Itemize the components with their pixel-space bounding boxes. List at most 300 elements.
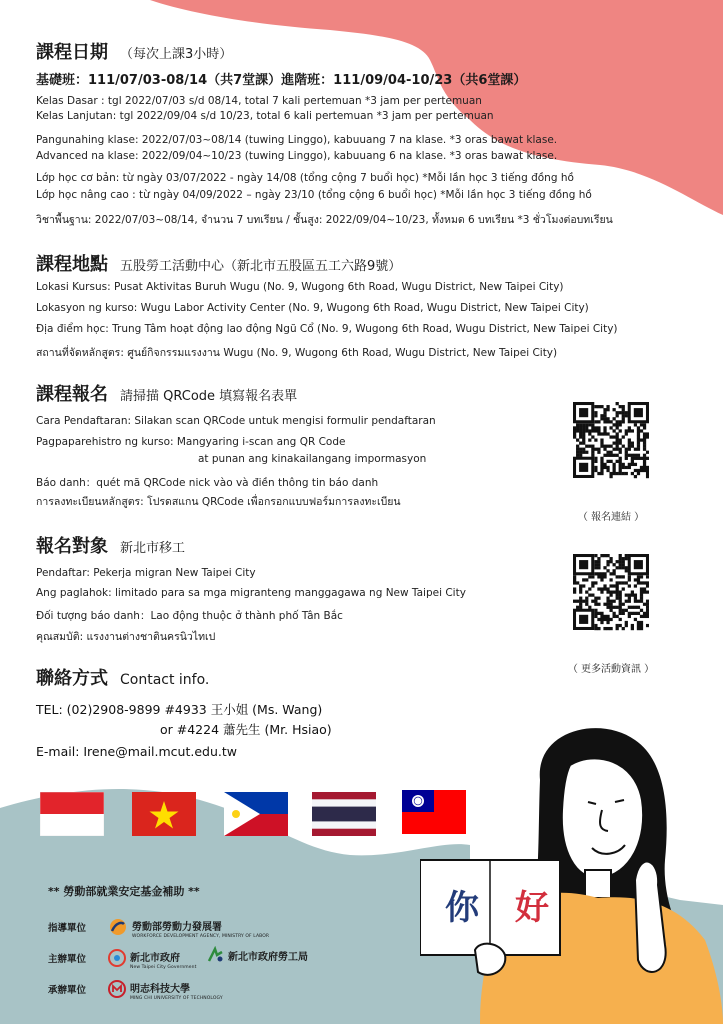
registration-heading: [36, 380, 297, 406]
qr-module: [643, 581, 646, 584]
qr-module: [646, 584, 649, 587]
qr-module: [579, 426, 582, 429]
qr-module: [603, 454, 606, 457]
qr-module: [579, 429, 582, 432]
qr-module: [606, 627, 609, 630]
qr-code-image[interactable]: [573, 402, 649, 502]
qr-module: [637, 426, 640, 429]
qr-module: [591, 575, 594, 578]
qr-module: [631, 463, 634, 466]
qr-module: [582, 578, 585, 581]
qr-module: [606, 618, 609, 621]
greeting-char-2: 好: [515, 888, 549, 928]
qr-module: [603, 466, 606, 469]
qr-module: [619, 581, 622, 584]
qr-module: [606, 563, 609, 566]
qr-module: [600, 590, 603, 593]
contact-email[interactable]: E-mail: Irene@mail.mcut.edu.tw: [36, 744, 237, 759]
qr-module: [588, 432, 591, 435]
qr-module: [622, 575, 625, 578]
qr-module: [591, 594, 594, 597]
host-org-2: [206, 946, 308, 964]
qr-module: [613, 606, 616, 609]
registration-title: 課程報名: [36, 384, 108, 405]
qr-module: [637, 469, 640, 472]
location-heading: [36, 250, 401, 276]
qr-module: [594, 566, 597, 569]
qr-module: [600, 618, 603, 621]
qr-module: [637, 624, 640, 627]
schedule-line: Kelas Dasar : tgl 2022/07/03 s/d 08/14, total 7 kali pertemuan *3 jam per pertemuan: [36, 95, 482, 107]
qr-module: [597, 405, 600, 408]
registration-subtitle: 請掃描 QRCode 填寫報名表單: [120, 389, 298, 404]
qr-module: [634, 612, 637, 615]
qr-module: [585, 590, 588, 593]
qr-module: [588, 587, 591, 590]
qr-module: [573, 581, 576, 584]
qr-module: [625, 411, 628, 414]
qr-module: [597, 566, 600, 569]
qr-module: [594, 414, 597, 417]
qr-module: [600, 442, 603, 445]
qr-module: [609, 420, 612, 423]
qr-module: [628, 594, 631, 597]
qr-module: [643, 432, 646, 435]
qr-module: [646, 466, 649, 469]
qr-module: [600, 438, 603, 441]
qr-module: [643, 438, 646, 441]
qr-module: [600, 414, 603, 417]
qr-module: [600, 587, 603, 590]
qr-module: [588, 445, 591, 448]
qr-module: [628, 575, 631, 578]
host-label: 主辦單位: [48, 954, 87, 965]
qr-module: [616, 597, 619, 600]
vietnam-flag-icon: [132, 792, 196, 836]
location-line: สถานที่จัดหลักสูตร: ศูนย์กิจกรรมแรงงาน Wugu (No. 9, Wugong 6th Road, Wugu District, New Taipei City): [36, 347, 558, 359]
qr-module: [631, 429, 634, 432]
qr-module: [646, 472, 649, 475]
qr-module: [600, 612, 603, 615]
qr-module: [625, 414, 628, 417]
qr-module: [594, 429, 597, 432]
qr-module: [597, 563, 600, 566]
qr-module: [646, 615, 649, 618]
qr-module: [579, 606, 582, 609]
qr-module: [603, 615, 606, 618]
qr-module: [628, 606, 631, 609]
qr-module: [606, 451, 609, 454]
qr-module: [643, 463, 646, 466]
qr-module: [573, 575, 576, 578]
qr-module: [637, 438, 640, 441]
qr-module: [600, 575, 603, 578]
qr-module: [631, 594, 634, 597]
qr-module: [628, 448, 631, 451]
qr-module: [622, 420, 625, 423]
qr-module: [619, 557, 622, 560]
qr-module: [600, 417, 603, 420]
qr-module: [619, 566, 622, 569]
qr-module: [603, 417, 606, 420]
qr-module: [603, 420, 606, 423]
qr-module: [576, 600, 579, 603]
qr-module: [646, 432, 649, 435]
qr-module: [609, 451, 612, 454]
qr-module: [643, 423, 646, 426]
qr-module: [613, 417, 616, 420]
qr-module: [579, 435, 582, 438]
qr-module: [609, 584, 612, 587]
qr-module: [588, 438, 591, 441]
qr-module: [616, 590, 619, 593]
registration-line: at punan ang kinakailangang impormasyon: [198, 453, 427, 465]
qr-module: [631, 472, 634, 475]
qr-module: [582, 438, 585, 441]
qr-module: [616, 420, 619, 423]
location-subtitle: 五股勞工活動中心（新北市五股區五工六路9號）: [120, 259, 402, 274]
indonesia-flag-icon: [40, 792, 104, 836]
qr-module: [634, 454, 637, 457]
qr-finder-pattern: [634, 408, 643, 417]
host-org-1-name: 新北市政府: [130, 953, 180, 964]
qr-module: [625, 451, 628, 454]
qr-module: [582, 432, 585, 435]
qr-module: [619, 423, 622, 426]
qr-module: [619, 594, 622, 597]
qr-module: [631, 445, 634, 448]
funding-note: ** 勞動部就業安定基金補助 **: [48, 885, 200, 898]
qr-module: [640, 429, 643, 432]
qr-module: [609, 618, 612, 621]
qr-module: [637, 454, 640, 457]
qr-module: [622, 466, 625, 469]
qr-module: [576, 454, 579, 457]
qr-module: [640, 423, 643, 426]
info-qr-code[interactable]: [567, 554, 655, 675]
qr-code-image[interactable]: [573, 554, 649, 654]
qr-module: [579, 590, 582, 593]
qr-module: [643, 454, 646, 457]
qr-module: [628, 454, 631, 457]
qr-module: [594, 563, 597, 566]
qr-module: [622, 612, 625, 615]
qr-module: [609, 603, 612, 606]
qr-module: [606, 600, 609, 603]
qr-module: [625, 581, 628, 584]
registration-line: Báo danh：quét mã QRCode nick vào và điền thông tin báo danh: [36, 477, 379, 489]
qr-module: [628, 463, 631, 466]
qr-module: [625, 600, 628, 603]
qr-module: [579, 600, 582, 603]
qr-module: [609, 472, 612, 475]
qr-module: [637, 612, 640, 615]
qr-module: [619, 603, 622, 606]
schedule-line: วิชาพื้นฐาน: 2022/07/03~08/14, จำนวน 7 บทเรียน / ชั้นสูง: 2022/09/04~10/23, ทั้งหมด 6 บทเรียน *3 ชั่วโมงต่อบทเรียน: [36, 214, 613, 226]
contact-heading: [36, 664, 209, 690]
qr-module: [613, 612, 616, 615]
qr-module: [631, 460, 634, 463]
qr-module: [622, 405, 625, 408]
qr-module: [594, 612, 597, 615]
qr-module: [625, 624, 628, 627]
qr-module: [619, 429, 622, 432]
qr-module: [585, 451, 588, 454]
qr-module: [628, 578, 631, 581]
qr-module: [597, 597, 600, 600]
qr-module: [591, 584, 594, 587]
qr-module: [603, 554, 606, 557]
qr-module: [600, 472, 603, 475]
qr-module: [600, 578, 603, 581]
qr-module: [600, 615, 603, 618]
qr-module: [634, 597, 637, 600]
qr-module: [591, 445, 594, 448]
qr-module: [606, 460, 609, 463]
qr-module: [640, 597, 643, 600]
qr-module: [622, 463, 625, 466]
qr-module: [616, 587, 619, 590]
host-org-1: [108, 946, 196, 970]
person-illustration: [420, 710, 723, 1024]
qr-module: [606, 405, 609, 408]
qr-module: [619, 405, 622, 408]
qr-module: [613, 435, 616, 438]
thailand-flag-icon: [312, 792, 376, 836]
qr-module: [634, 457, 637, 460]
qr-module: [634, 594, 637, 597]
qr-module: [631, 627, 634, 630]
qr-module: [591, 454, 594, 457]
labor-bureau-logo-icon: [206, 946, 224, 964]
qr-module: [594, 581, 597, 584]
qr-module: [600, 445, 603, 448]
qr-module: [640, 609, 643, 612]
qr-module: [573, 432, 576, 435]
wda-logo-icon: [108, 918, 128, 936]
qr-module: [640, 590, 643, 593]
qr-module: [643, 615, 646, 618]
qr-module: [637, 448, 640, 451]
qr-module: [594, 420, 597, 423]
qr-module: [628, 600, 631, 603]
qr-module: [603, 584, 606, 587]
qr-module: [619, 563, 622, 566]
qr-module: [640, 469, 643, 472]
location-line: Lokasi Kursus: Pusat Aktivitas Buruh Wugu (No. 9, Wugong 6th Road, Wugu District, New Taipei City): [36, 281, 564, 293]
qr-module: [606, 432, 609, 435]
qr-module: [603, 411, 606, 414]
qr-module: [628, 615, 631, 618]
qr-module: [622, 563, 625, 566]
qr-module: [619, 469, 622, 472]
qr-module: [616, 426, 619, 429]
qr-module: [619, 463, 622, 466]
qr-module: [625, 569, 628, 572]
qr-module: [594, 560, 597, 563]
qr-module: [619, 448, 622, 451]
qr-module: [616, 594, 619, 597]
qr-module: [634, 423, 637, 426]
qr-module: [609, 578, 612, 581]
qr-module: [600, 463, 603, 466]
qr-module: [597, 618, 600, 621]
qr-module: [613, 472, 616, 475]
qr-finder-pattern: [579, 560, 588, 569]
contact-title: 聯絡方式: [36, 668, 108, 689]
qr-module: [628, 445, 631, 448]
qr-module: [622, 603, 625, 606]
qr-module: [640, 587, 643, 590]
qr-module: [625, 594, 628, 597]
qr-module: [603, 426, 606, 429]
qr-module: [634, 600, 637, 603]
qr-module: [606, 590, 609, 593]
qr-module: [625, 609, 628, 612]
qr-module: [606, 454, 609, 457]
qr-module: [631, 624, 634, 627]
qr-module: [597, 572, 600, 575]
qr-module: [603, 575, 606, 578]
qr-module: [616, 584, 619, 587]
qr-module: [576, 429, 579, 432]
qr-module: [597, 448, 600, 451]
qr-module: [616, 435, 619, 438]
qr-module: [576, 581, 579, 584]
greeting-char-1: 你: [445, 888, 479, 928]
qr-module: [594, 624, 597, 627]
registration-qr-code[interactable]: [573, 402, 649, 523]
qr-module: [603, 429, 606, 432]
qr-module: [600, 621, 603, 624]
qr-module: [613, 584, 616, 587]
qr-finder-pattern: [579, 408, 588, 417]
organizer-org: [108, 977, 223, 1001]
qr-module: [619, 560, 622, 563]
qr-module: [634, 578, 637, 581]
schedule-heading: [36, 38, 232, 64]
qr-module: [609, 454, 612, 457]
qr-module: [625, 621, 628, 624]
qr-module: [594, 405, 597, 408]
qr-module: [622, 414, 625, 417]
qr-module: [613, 466, 616, 469]
qr-module: [625, 448, 628, 451]
registration-line: การลงทะเบียนหลักสูตร: โปรดสแกน QRCode เพื่อกรอกแบบฟอร์มการลงทะเบียน: [36, 496, 401, 508]
qr-module: [613, 423, 616, 426]
qr-module: [585, 423, 588, 426]
qr-module: [613, 572, 616, 575]
qr-module: [582, 584, 585, 587]
qr-module: [597, 420, 600, 423]
qr-module: [616, 606, 619, 609]
qr-module: [619, 590, 622, 593]
qr-finder-pattern: [579, 463, 588, 472]
qr-module: [643, 587, 646, 590]
qr-module: [640, 438, 643, 441]
qr-module: [628, 438, 631, 441]
qr-module: [588, 594, 591, 597]
qr-module: [606, 606, 609, 609]
qr-module: [637, 429, 640, 432]
qr-module: [622, 445, 625, 448]
qr-module: [619, 624, 622, 627]
qr-module: [600, 554, 603, 557]
qr-module: [637, 575, 640, 578]
qr-module: [609, 609, 612, 612]
qr-module: [637, 442, 640, 445]
qr-module: [591, 423, 594, 426]
qr-module: [640, 615, 643, 618]
qr-module: [619, 466, 622, 469]
qr-module: [619, 457, 622, 460]
organizer-org-name: 明志科技大學: [130, 984, 190, 995]
qr-module: [622, 560, 625, 563]
qr-module: [573, 429, 576, 432]
location-title: 課程地點: [36, 254, 108, 275]
mcut-logo-icon: [108, 980, 126, 998]
qr-module: [579, 432, 582, 435]
qr-module: [606, 560, 609, 563]
qr-finder-pattern: [634, 560, 643, 569]
qr-module: [573, 587, 576, 590]
qr-module: [585, 603, 588, 606]
qr-module: [582, 442, 585, 445]
qr-module: [622, 408, 625, 411]
qr-module: [634, 618, 637, 621]
schedule-summary: 基礎班：111/07/03-08/14（共7堂課）進階班：111/09/04-10/23（共6堂課）: [36, 73, 527, 88]
qr-module: [597, 557, 600, 560]
qr-module: [622, 557, 625, 560]
qr-module: [616, 460, 619, 463]
qr-module: [634, 584, 637, 587]
target-line: Ang paglahok: limitado para sa mga migranteng manggagawa ng New Taipei City: [36, 587, 466, 599]
schedule-line: Lớp học nâng cao : từ ngày 04/09/2022 – ngày 23/10 (tổng cộng 6 buổi học) *Mỗi lần học 3 tiếng đồng hồ: [36, 189, 592, 201]
qr-module: [619, 554, 622, 557]
qr-module: [594, 603, 597, 606]
qr-module: [606, 466, 609, 469]
qr-module: [600, 457, 603, 460]
qr-module: [576, 606, 579, 609]
qr-module: [603, 408, 606, 411]
qr-module: [579, 587, 582, 590]
qr-module: [613, 429, 616, 432]
qr-module: [643, 445, 646, 448]
qr-module: [594, 609, 597, 612]
qr-module: [628, 584, 631, 587]
qr-module: [637, 472, 640, 475]
qr-module: [643, 426, 646, 429]
qr-module: [631, 612, 634, 615]
qr-module: [585, 445, 588, 448]
schedule-title: 課程日期: [36, 42, 108, 63]
qr-module: [637, 600, 640, 603]
qr-module: [637, 606, 640, 609]
qr-module: [643, 457, 646, 460]
qr-module: [637, 445, 640, 448]
qr-module: [637, 435, 640, 438]
contact-tel-1: TEL: (02)2908-9899 #4933 王小姐 (Ms. Wang): [36, 702, 323, 717]
qr-module: [600, 572, 603, 575]
qr-module: [634, 448, 637, 451]
qr-module: [594, 426, 597, 429]
location-line: Địa điểm học: Trung Tâm hoạt động lao động Ngũ Cổ (No. 9, Wugong 6th Road, Wugu District, New Taipei City): [36, 323, 618, 335]
qr-module: [613, 615, 616, 618]
qr-module: [594, 448, 597, 451]
qr-module: [594, 457, 597, 460]
qr-module: [576, 423, 579, 426]
qr-module: [603, 618, 606, 621]
